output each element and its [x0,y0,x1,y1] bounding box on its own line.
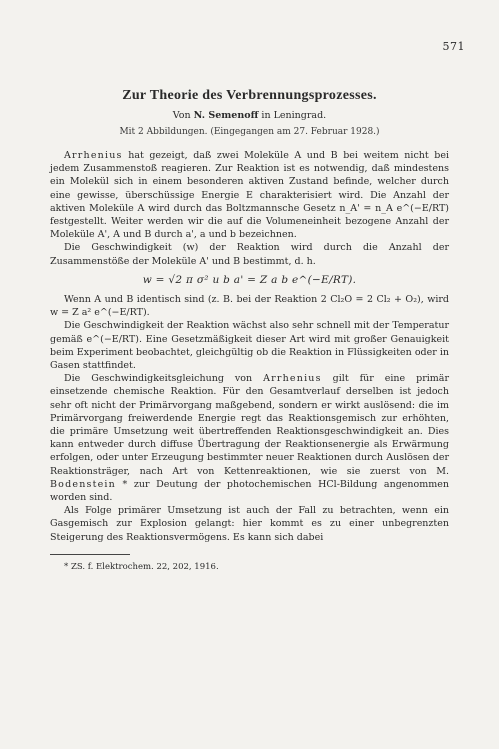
footnote: * ZS. f. Elektrochem. 22, 202, 1916. [64,561,219,572]
footnote-divider [50,554,130,555]
author-prefix: Von [172,110,191,121]
paragraph-5-pre: Die Geschwindigkeitsgleichung von [64,373,264,385]
author-affiliation: in Leningrad. [261,110,327,121]
paragraph-1 [50,149,449,241]
paragraph-2: Die Geschwindigkeit (w) der Reaktion wird durch die Anzahl der Zusammenstöße der Moleküle A' und B bestimmt, d. h. [50,242,449,267]
article-title: Zur Theorie des Verbrennungsprozesses. [122,88,377,103]
person-name-arrhenius: Arrhenius [263,373,322,385]
article-body [50,149,449,574]
page-number: 571 [442,40,465,53]
paragraph-5-post: * zur Deutung der photochemischen HCl-Bildung angenommen worden sind. [50,478,449,504]
paragraph-6: Als Folge primärer Umsetzung ist auch der Fall zu betrachten, wenn ein Gasgemisch zur Explosion gelangt: hier kommt es zu einer unbegrenzten Steigerung des Reaktionsvermögens. Es kann sich dabei [50,505,449,543]
author-line [50,110,449,121]
paragraph-4: Die Geschwindigkeit der Reaktion wächst also sehr schnell mit der Temperatur gemäß e^(−E/RT). Eine Gesetzmäßigkeit dieser Art wird mit großer Genauigkeit beim Experiment beobachtet, gleichgültig ob die Reaktion in Flüssigkeiten oder in Gasen stattfindet. [50,320,449,372]
received-note: Mit 2 Abbildungen. (Eingegangen am 27. Februar 1928.) [119,127,380,137]
paragraph-5 [50,372,449,504]
person-name: Arrhenius [64,150,123,161]
paragraph-5-mid: gilt für eine primär einsetzende chemische Reaktion. Für den Gesamtverlauf derselben ist jedoch sehr oft nicht der Primärvorgang maßgebend, sondern er wirkt auslösend: die im Primärvorgang freiwerdende Energie regt das Reaktionsgemisch zur erhöhten, die primäre Umsetzung weit übertreffenden Reaktionsgeschwindigkeit an. Dies kann entweder durch diffuse Übertragung der Reaktionsenergie als Erwärmung erfolgen, oder unter Erzeugung bestimmter neuer Reaktionen durch Auslösen der Reaktionsträger, nach Art von Kettenreaktionen, wie sie zuerst von M. [50,373,450,477]
person-name-bodenstein: Bodenstein [50,478,116,490]
paragraph-3: Wenn A und B identisch sind (z. B. bei der Reaktion 2 Cl₂O = 2 Cl₂ + O₂), wird w = Z a² e^(−E/RT). [50,294,449,319]
formula-reaction-rate: w = √2 π σ² u b a' = Z a b e^(−E/RT). [142,273,357,286]
paragraph-1-text: hat gezeigt, daß zwei Moleküle A und B bei weitem nicht bei jedem Zusammenstoß reagieren. Zur Reaktion ist es notwendig, daß mindestens ein Molekül sich in einem besonderen aktiven Zustand befinde, welcher durch eine gewisse, überschüssige Energie E charakterisiert wird. Die Anzahl der aktiven Moleküle A wird durch das Boltzmannsche Gesetz n_A' = n_A e^(−E/RT) festgestellt. Weiter werden wir die auf die Volumeneinheit bezogene Anzahl der Moleküle A', A und B durch a', a und b bezeichnen. [50,150,449,241]
author-name: N. Semenoff [193,110,259,121]
